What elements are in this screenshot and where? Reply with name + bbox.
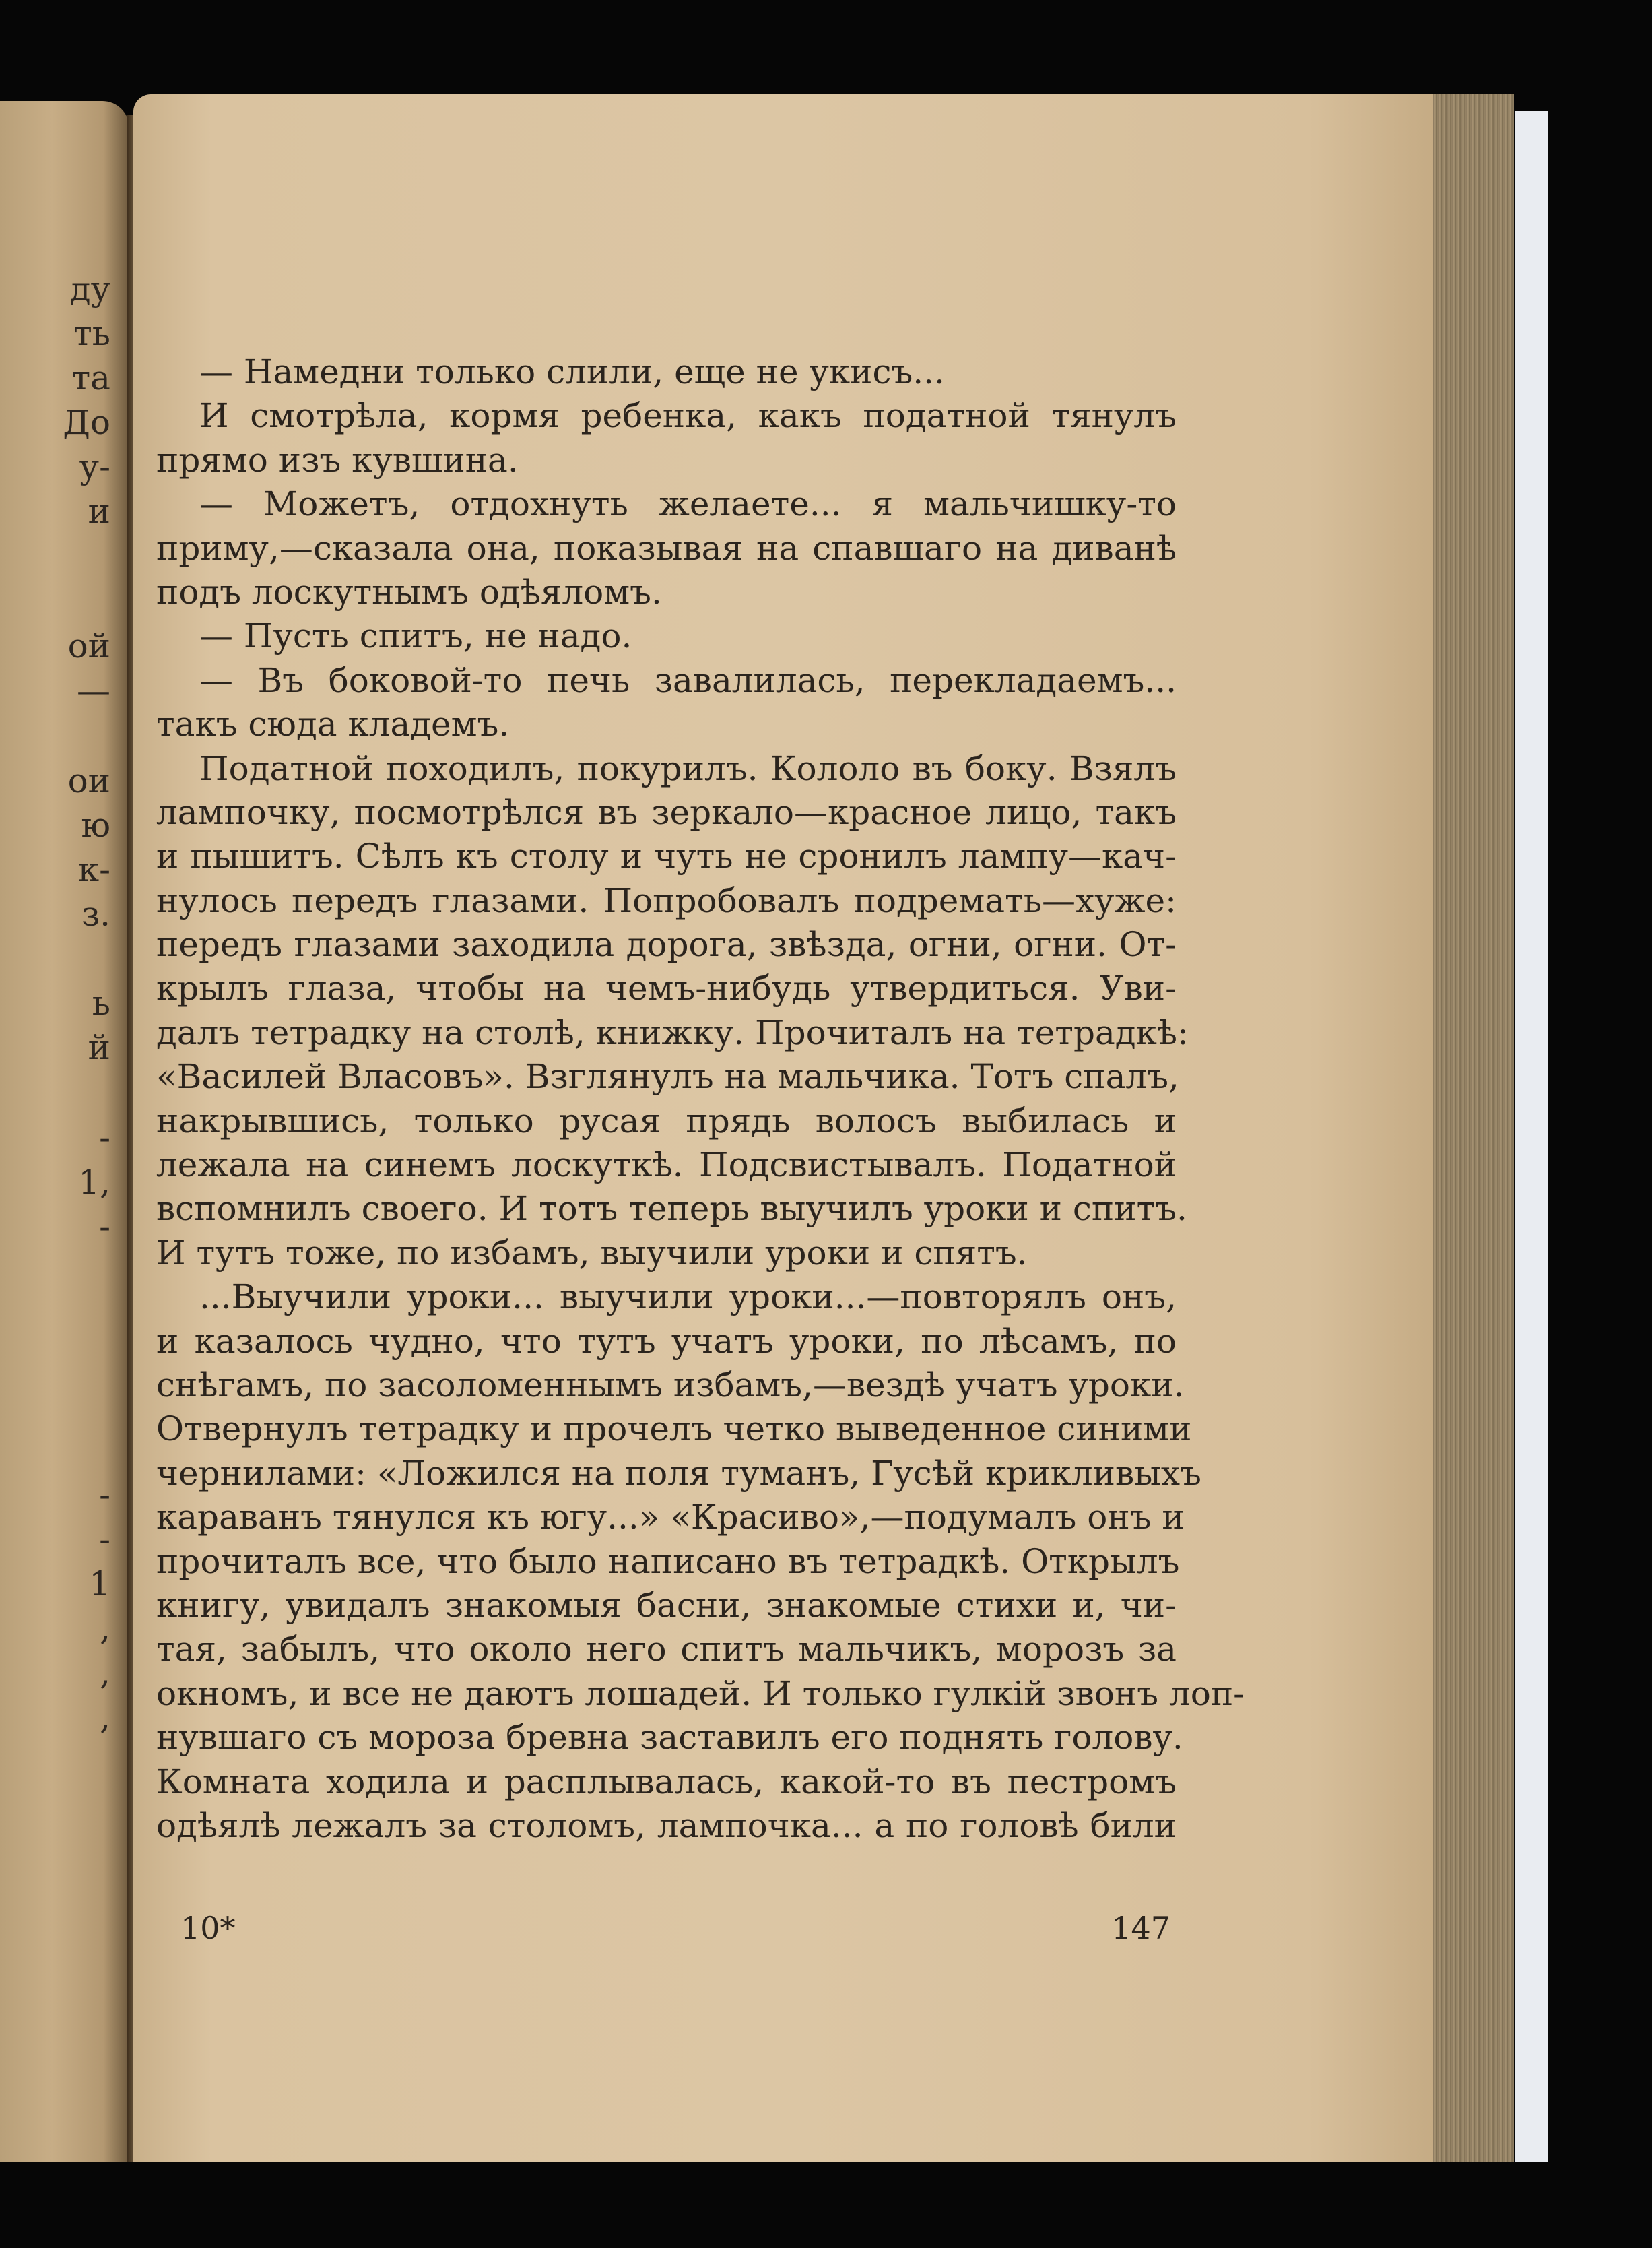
left-page-fragment: ои xyxy=(67,761,110,800)
text-line: — Пусть спитъ, не надо. xyxy=(199,616,632,656)
page-edges xyxy=(1433,94,1514,2162)
left-page-fragment: й xyxy=(88,1028,110,1067)
signature-mark: 10* xyxy=(180,1910,236,1946)
text-line: ...Выучили уроки... выучили уроки...—повторялъ онъ, xyxy=(199,1277,1177,1317)
text-line: Отвернулъ тетрадку и прочелъ четко выведенное синими xyxy=(156,1409,1192,1449)
left-page-fragment: ть xyxy=(73,314,110,353)
left-page-fragment: - xyxy=(99,1207,110,1246)
text-line: вспомнилъ своего. И тотъ теперь выучилъ уроки и спитъ. xyxy=(156,1189,1187,1229)
left-page-fragment: ю xyxy=(81,806,110,845)
left-page-fragment: , xyxy=(100,1653,110,1692)
left-page-fragment: та xyxy=(71,358,110,397)
text-line: снѣгамъ, по засоломеннымъ избамъ,—вездѣ учатъ уроки. xyxy=(156,1365,1185,1405)
text-line: И смотрѣла, кормя ребенка, какъ податной тянулъ xyxy=(199,396,1177,436)
left-page-fragment: 1 xyxy=(89,1564,110,1603)
text-line: Податной походилъ, покурилъ. Кололо въ боку. Взялъ xyxy=(199,748,1177,788)
background-card xyxy=(1515,111,1548,2162)
left-page-fragment: - xyxy=(99,1118,110,1157)
text-line: — Можетъ, отдохнуть желаете... я мальчишку-то xyxy=(199,484,1177,524)
text-line: прямо изъ кувшина. xyxy=(156,440,519,480)
text-line: окномъ, и все не даютъ лошадей. И только гулкій звонъ лоп- xyxy=(156,1673,1245,1713)
left-page-fragment: ой xyxy=(67,627,110,666)
text-line: нулось передъ глазами. Попробовалъ подремать—хуже: xyxy=(156,880,1177,920)
left-page-fragment: До xyxy=(63,403,110,442)
text-line: такъ сюда кладемъ. xyxy=(156,705,510,744)
text-line: передъ глазами заходила дорога, звѣзда, огни, огни. От- xyxy=(156,925,1177,965)
left-page xyxy=(0,101,129,2162)
left-page-fragment: з. xyxy=(81,895,110,934)
text-line: и казалось чудно, что тутъ учатъ уроки, по лѣсамъ, по xyxy=(156,1321,1177,1361)
page-number: 147 xyxy=(1111,1910,1170,1946)
text-line: караванъ тянулся къ югу...» «Красиво»,—подумалъ онъ и xyxy=(156,1498,1185,1537)
text-line: накрывшись, только русая прядь волосъ выбилась и xyxy=(156,1101,1177,1141)
text-line: и пышитъ. Сѣлъ къ столу и чуть не сронилъ лампу—кач- xyxy=(156,837,1177,876)
text-line: лежала на синемъ лоскуткѣ. Подсвистывалъ. Податной xyxy=(156,1145,1177,1185)
text-line: крылъ глаза, чтобы на чемъ-нибудь утвердиться. Уви- xyxy=(156,969,1177,1008)
left-page-fragment: и xyxy=(88,492,110,531)
left-page-fragment: - xyxy=(99,1475,110,1514)
text-line: — Въ боковой-то печь завалилась, перекладаемъ... xyxy=(199,660,1177,700)
left-page-fragment: 1, xyxy=(78,1163,110,1202)
text-line: тая, забылъ, что около него спитъ мальчикъ, морозъ за xyxy=(156,1630,1177,1669)
text-line: чернилами: «Ложился на поля туманъ, Гусѣй крикливыхъ xyxy=(156,1453,1201,1493)
text-line: книгу, увидалъ знакомыя басни, знакомые стихи и, чи- xyxy=(156,1585,1177,1625)
left-page-fragment: , xyxy=(100,1698,110,1737)
text-line: далъ тетрадку на столѣ, книжку. Прочиталъ на тетрадкѣ: xyxy=(156,1013,1189,1052)
text-line: «Василей Власовъ». Взглянулъ на мальчика. Тотъ спалъ, xyxy=(156,1057,1179,1097)
text-line: нувшаго съ мороза бревна заставилъ его поднять голову. xyxy=(156,1718,1183,1758)
text-line: Комната ходила и расплывалась, какой-то въ пестромъ xyxy=(156,1762,1177,1801)
left-page-fragment: к- xyxy=(77,850,110,889)
left-page-fragment: , xyxy=(100,1609,110,1648)
text-line: прочиталъ все, что было написано въ тетрадкѣ. Открылъ xyxy=(156,1541,1180,1581)
text-line: И тутъ тоже, по избамъ, выучили уроки и спятъ. xyxy=(156,1233,1028,1273)
text-line: подъ лоскутнымъ одѣяломъ. xyxy=(156,572,662,612)
text-line: лампочку, посмотрѣлся въ зеркало—красное лицо, такъ xyxy=(156,792,1177,832)
left-page-fragment: у- xyxy=(79,447,110,486)
left-page-fragment: — xyxy=(77,671,110,710)
left-page-fragment: - xyxy=(99,1520,110,1559)
left-page-fragment: ь xyxy=(92,984,110,1023)
text-line: одѣялѣ лежалъ за столомъ, лампочка... а по головѣ били xyxy=(156,1805,1177,1845)
page-text xyxy=(156,350,1245,1848)
left-page-fragment: ду xyxy=(69,269,110,309)
text-line: — Намедни только слили, еще не укисъ... xyxy=(199,352,945,391)
text-line: приму,—сказала она, показывая на спавшаго на диванѣ xyxy=(156,528,1177,568)
